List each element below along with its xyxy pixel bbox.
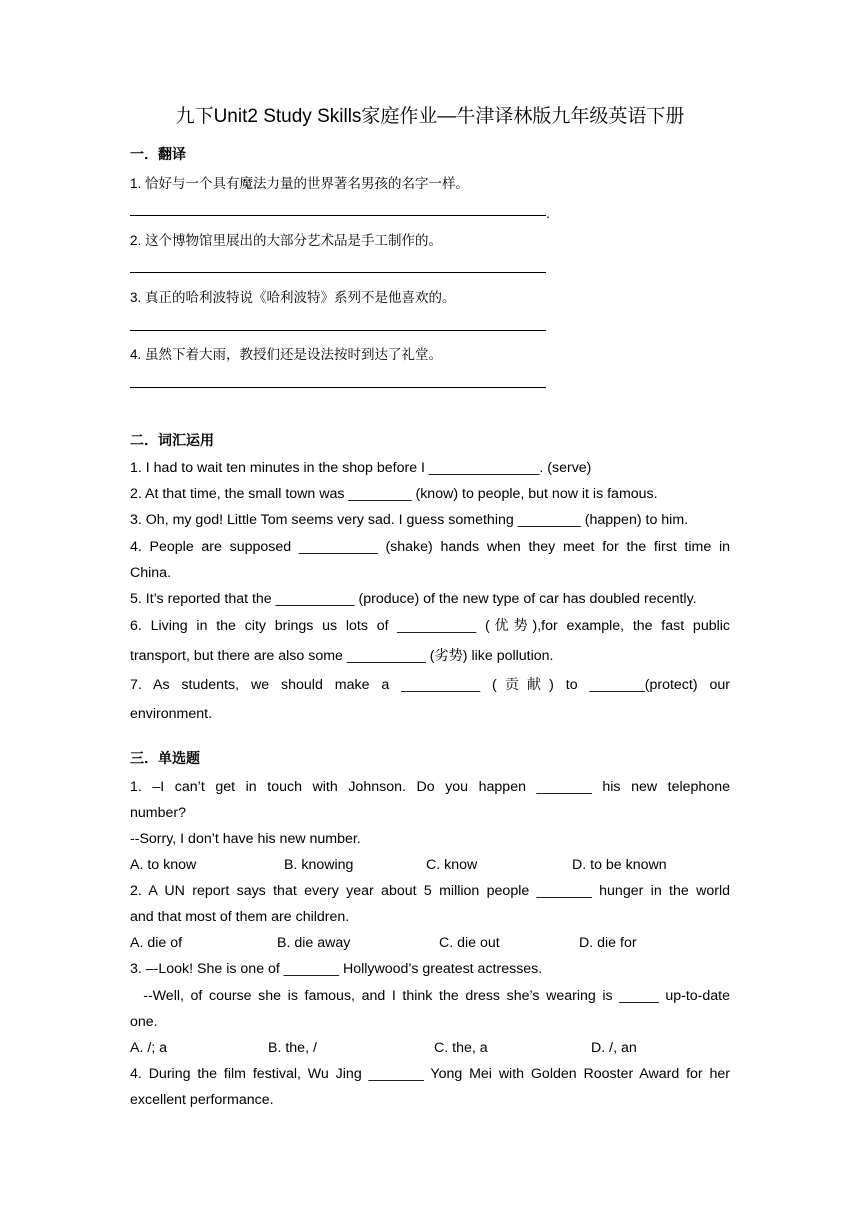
answer-line-4 [130,387,546,388]
mc-question-3: 3. –-Look! She is one of _______ Hollywood’s greatest actresses. [130,961,543,977]
section-heading-translation: 一．翻译 [130,146,186,162]
vocab-line-7: 7. As students, we should make a __________ (贡献) to _______(protect) our [130,677,730,693]
page-title: 九下Unit2 Study Skills家庭作业—牛津译林版九年级英语下册 [175,106,685,127]
answer-line-1-period: . [546,205,550,221]
mc-question-3-reply: --Well, of course she is famous, and I think the dress she’s wearing is _____ up-to-date [130,988,730,1004]
vocab-line-2: 2. At that time, the small town was ________ (know) to people, but now it is famous. [130,486,658,502]
mc-question-2-cont: and that most of them are children. [130,909,350,925]
vocab-line-1: 1. I had to wait ten minutes in the shop before I ______________. (serve) [130,460,592,476]
vocab-line-6-cont: transport, but there are also some __________ (劣势) like pollution. [130,648,554,664]
option-c: C. the, a [434,1040,488,1056]
section-heading-multiple-choice: 三．单选题 [130,750,200,766]
translation-item-4: 4. 虽然下着大雨，教授们还是设法按时到达了礼堂。 [130,347,443,362]
mc-question-4: 4. During the film festival, Wu Jing _______ Yong Mei with Golden Rooster Award for her [130,1066,730,1082]
option-b: B. the, / [268,1040,317,1056]
answer-line-1 [130,215,546,216]
option-d: D. /, an [591,1040,637,1056]
mc-question-3-cont: one. [130,1014,158,1030]
mc-question-4-cont: excellent performance. [130,1092,274,1108]
translation-item-3: 3. 真正的哈利波特说《哈利波特》系列不是他喜欢的。 [130,290,456,305]
option-b: B. knowing [284,857,354,873]
translation-item-2: 2. 这个博物馆里展出的大部分艺术品是手工制作的。 [130,233,443,248]
option-b: B. die away [277,935,351,951]
answer-line-3 [130,330,546,331]
translation-item-1: 1. 恰好与一个具有魔法力量的世界著名男孩的名字一样。 [130,176,470,191]
vocab-line-6: 6. Living in the city brings us lots of __________ (优势),for example, the fast public [130,618,730,634]
option-a: A. /; a [130,1040,168,1056]
option-d: D. die for [579,935,637,951]
option-c: C. die out [439,935,500,951]
mc-question-1-reply: --Sorry, I don’t have his new number. [130,831,361,847]
option-d: D. to be known [572,857,667,873]
option-a: A. to know [130,857,197,873]
mc-question-1: 1. –I can’t get in touch with Johnson. Do you happen _______ his new telephone [130,779,730,795]
vocab-line-4: 4. People are supposed __________ (shake) hands when they meet for the first time in [130,539,730,555]
vocab-line-5: 5. It’s reported that the __________ (produce) of the new type of car has doubled recently. [130,591,697,607]
vocab-line-7-cont: environment. [130,706,213,722]
vocab-line-4-cont: China. [130,565,172,581]
option-c: C. know [426,857,478,873]
answer-line-2 [130,272,546,273]
vocab-line-3: 3. Oh, my god! Little Tom seems very sad. I guess something ________ (happen) to him. [130,512,689,528]
mc-question-1-cont: number? [130,805,186,821]
section-heading-vocabulary: 二．词汇运用 [130,432,214,448]
mc-question-2: 2. A UN report says that every year about 5 million people _______ hunger in the world [130,883,730,899]
option-a: A. die of [130,935,183,951]
